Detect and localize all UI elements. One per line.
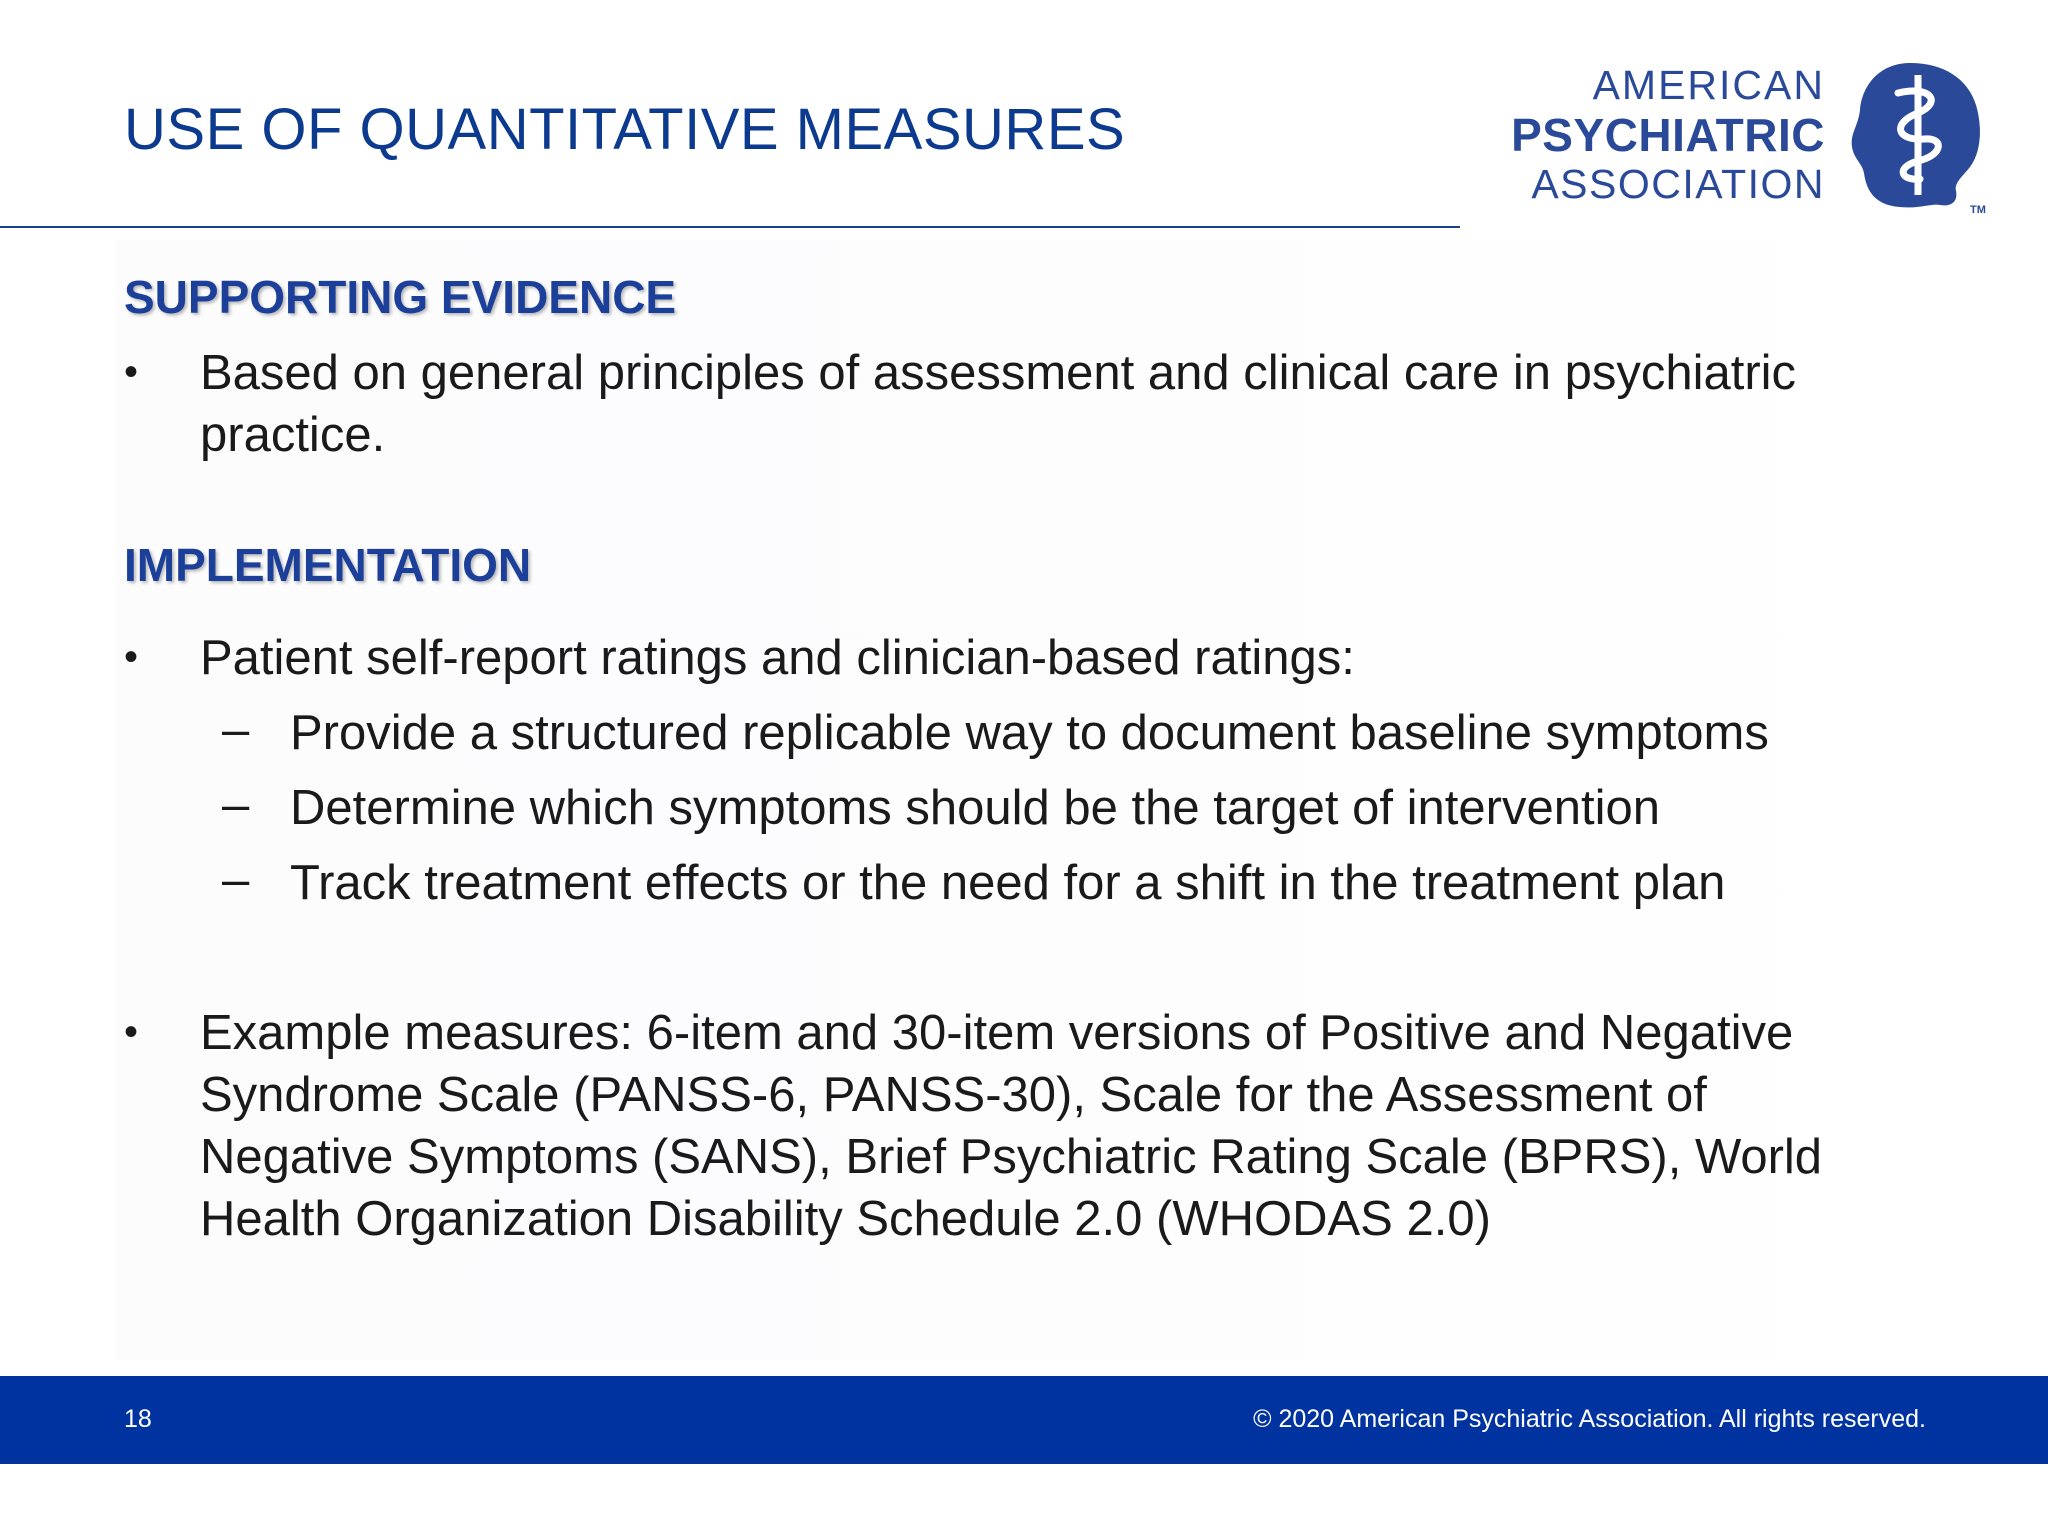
heading-supporting-evidence: SUPPORTING EVIDENCE — [124, 271, 677, 323]
logo-line-psychiatric: PSYCHIATRIC — [1511, 109, 1825, 161]
sub-bullet-track: Track treatment effects or the need for a shift in the treatment plan — [290, 856, 1726, 910]
bullet-marker: • — [124, 635, 139, 679]
bullet-marker: • — [124, 1010, 139, 1054]
logo-wordmark — [1511, 62, 1825, 207]
logo-line-association: ASSOCIATION — [1531, 161, 1825, 207]
copyright-notice: © 2020 American Psychiatric Association. All rights reserved. — [1253, 1405, 1926, 1433]
caduceus-head-icon — [1840, 55, 1990, 215]
page-number: 18 — [124, 1405, 152, 1433]
title-divider — [0, 226, 1460, 228]
bullet-example-measures: Example measures: 6-item and 30-item versions of Positive and Negative Syndrome Scale (PANSS-6, PANSS-30), Scale for the Assessment of Negative Symptoms (SANS), Brief Psychiatric Rating Scale (BPRS), World Health Organization Disability Schedule 2.0 (WHODAS 2.0) — [200, 1006, 1823, 1246]
heading-implementation: IMPLEMENTATION — [124, 539, 532, 591]
bullet-marker: • — [124, 350, 139, 394]
sub-bullet-baseline: Provide a structured replicable way to document baseline symptoms — [290, 706, 1769, 760]
sub-bullet-marker: – — [222, 853, 250, 907]
apa-logo — [1490, 55, 1990, 225]
logo-line-american: AMERICAN — [1592, 62, 1825, 108]
bullet-rating-types: Patient self-report ratings and clinician-based ratings: — [200, 631, 1355, 685]
sub-bullet-marker: – — [222, 778, 250, 832]
logo-trademark: TM — [1970, 204, 1986, 215]
bullet-supporting-evidence: Based on general principles of assessment and clinical care in psychiatric practice. — [200, 346, 1797, 462]
sub-bullet-target: Determine which symptoms should be the target of intervention — [290, 781, 1660, 835]
sub-bullet-marker: – — [222, 703, 250, 757]
slide-title: USE OF QUANTITATIVE MEASURES — [124, 97, 1126, 162]
